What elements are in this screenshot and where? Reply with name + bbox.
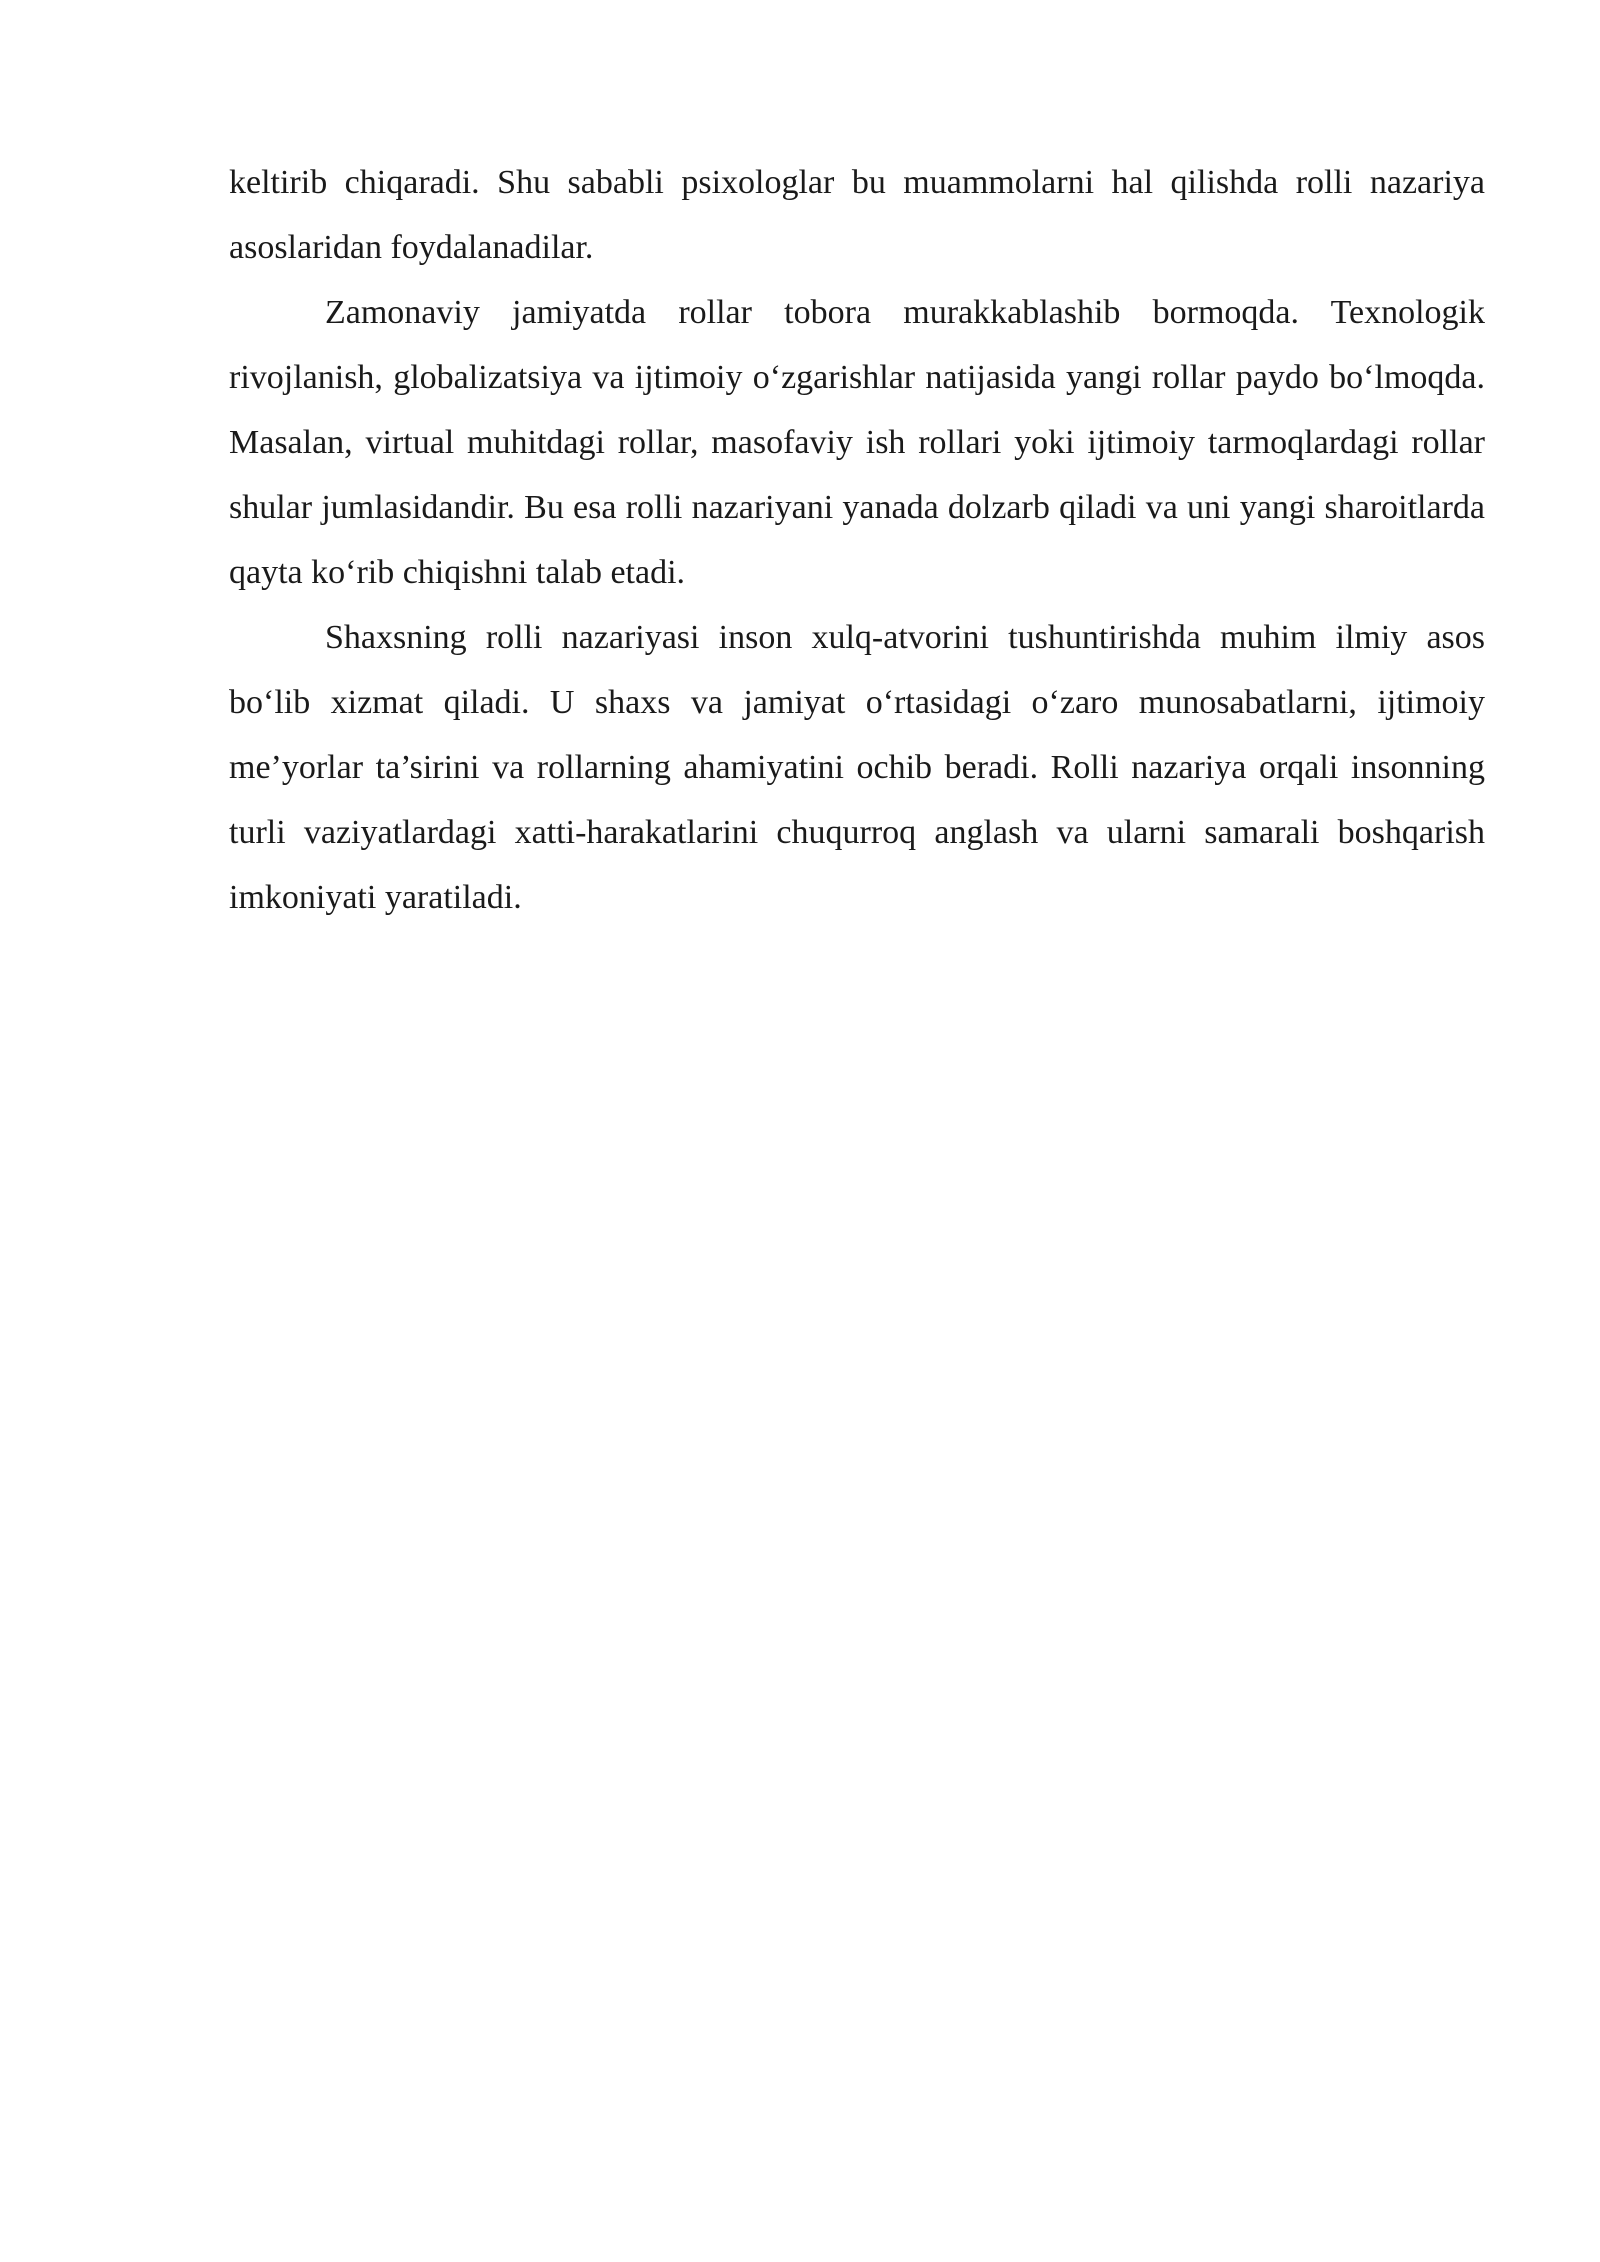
paragraph-modern-roles: Zamonaviy jamiyatda rollar tobora murakkablashib bormoqda. Texnologik rivojlanish, globalizatsiya va ijtimoiy o‘zgarishlar natijasida yangi rollar paydo bo‘lmoqda. Masalan, virtual muhitdagi rollar, masofaviy ish rollari yoki ijtimoiy tarmoqlardagi rollar shular jumlasidandir. Bu esa rolli nazariyani yanada dolzarb qiladi va uni yangi sharoitlarda qayta ko‘rib chiqishni talab etadi.: [229, 294, 1485, 591]
paragraph-continuation: keltirib chiqaradi. Shu sababli psixologlar bu muammolarni hal qilishda rolli nazariya asoslaridan foydalanadilar.: [229, 164, 1485, 266]
document-body: [229, 150, 1485, 930]
paragraph-conclusion: Shaxsning rolli nazariyasi inson xulq-atvorini tushuntirishda muhim ilmiy asos bo‘lib xizmat qiladi. U shaxs va jamiyat o‘rtasidagi o‘zaro munosabatlarni, ijtimoiy me’yorlar ta’sirini va rollarning ahamiyatini ochib beradi. Rolli nazariya orqali insonning turli vaziyatlardagi xatti-harakatlarini chuqurroq anglash va ularni samarali boshqarish imkoniyati yaratiladi.: [229, 619, 1485, 916]
